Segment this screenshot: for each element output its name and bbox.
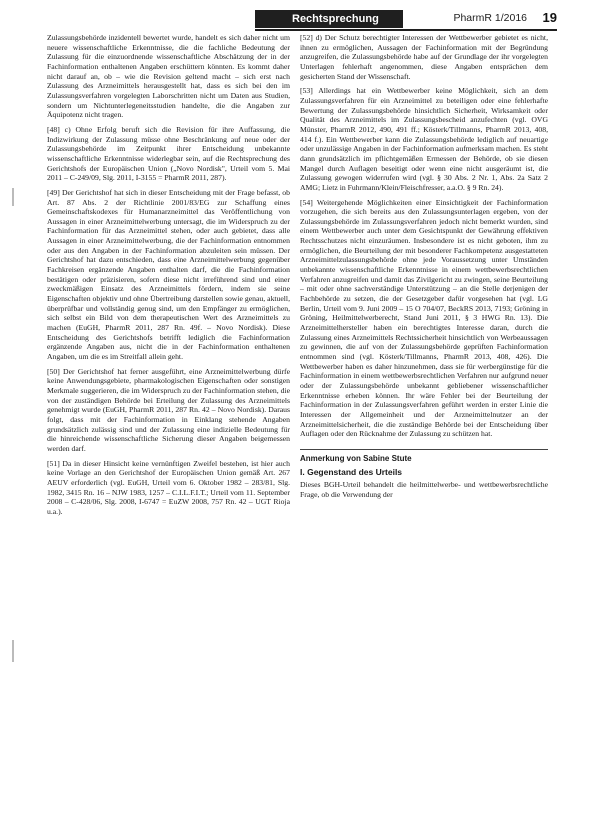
paragraph: [51] Da in dieser Hinsicht keine vernünftigen Zweifel bestehen, ist hier auch keine Vorlage an den Gerichtshof der Europäischen Union gemäß Art. 267 AEUV erforderlich (vgl. EuGH, Urteil vom 6. Oktober 1982 – 283/81, Slg. 1982, 3415 Rn. 16 – NJW 1983, 1257 – C.I.L.F.I.T.; Urteil vom 11. September 2008 – C-428/06, Slg. 2008, I-6747 = EuZW 2008, 757 Rn. 42 – UGT Rioja u.a.). [47,458,290,516]
annotation-section-heading: I. Gegenstand des Urteils [300,466,403,477]
paragraph: Zulassungsbehörde inzidentell bewertet wurde, handelt es sich daher nicht um neuere wissenschaftliche Erkenntnisse, die die fachliche Bedeutung der Zulassung für die einzuordnende wissenschaftliche Abschätzung der in der Fachinformation enthaltenen Angaben erschüttern könnten. Es kommt daher nicht darauf an, ob – wie die Revision geltend macht – sich erst nach Zulassung des Arzneimittels herausgestellt hat, dass es sich bei den im Zulassungsverfahren vorgelegten Laborschritten nicht um Daten aus Studien, sondern um Nichtunterlegeneitsstudien handelte, die die Angaben zur Äquipotenz nicht tragen. [47,33,290,120]
paragraph: [54] Weitergehende Möglichkeiten einer Einsichtigkeit der Fachinformation vorzugehen, die sich bereits aus den Zulassungsunterlagen ergeben, von der Zulassungsbehörde im Zulassungsverfahren jedoch nicht bemerkt wurden, sind einem Wettbewerber auch unter dem Gesichtspunkt der Gewährung effektiven Rechtsschutzes nicht einzuräumen. Insbesondere ist es nicht geboten, ihm zu ermöglichen, die Beurteilung der mit besonderer Fachkompetenz ausgestatteten Arzneimittelzulassungsbehörde ohne jede Voraussetzung unter Umständen unbekannte wissenschaftliche Erkenntnisse in einem wettbewerbsrechtlichen Verfahren anzugreifen und damit das Zivilgericht zu zwingen, seine Beurteilung – mit oder ohne sachverständige Unterstützung – an die Stelle derjenigen der Fachbehörde zu setzen, die der Gesetzgeber dafür vorgesehen hat (vgl. LG Berlin, Urteil vom 9. Juni 2009 – 15 O 704/07, BeckRS 2013, 7193; Gröning in Gröning, Heilmittelwerberecht, Stand Juni 2011, § 3 HWG Rn. 13). Die Arzneimittelhersteller haben ein berechtigtes Interesse daran, durch die Zulassung eines Arzneimittels Rechtssicherheit hinsichtlich von Werbeaussagen zu gewinnen, die auf von der Zulassungsbehörde geprüften Fachinformation entnommen sind (vgl. Kösterk/Tillmanns, PharmR 2013, 408, 426). Die Wettbewerber haben es daher hinzunehmen, dass sie für werbergünstige für die Fachinformation in einem wettbewerbsrechtlichen Verfahren nur aufgrund neuer oder der Zulassungsbehörde unbekannt gebliebener wissenschaftlicher Erkenntnisse erheben können. Ihr wäre Fehler bei der Beurteilung der Fachinformation in der Zulassungsverfahren geführt werden in erster Linie die Interessen der Allgemeinheit und der Arzneimittelnutzer an der Arzneimittelsicherheit, die die zuständige Behörde bei der Entscheidung über Auflagen oder den Rücknahme der Zulassung zu schützen hat. [300,197,548,439]
annotation-title: Anmerkung von Sabine Stute [300,449,548,464]
margin-mark [12,188,14,206]
paragraph: [52] d) Der Schutz berechtigter Interessen der Wettbewerber gebietet es nicht, ihnen zu ermöglichen, Aussagen der Fachinformation mit der Begründung anzugreifen, die Zulassungsbehörde habe auf der Grundlage der ihr vorgelegten Unterlagen fehlerhaft angenommen, diese Angaben entsprächen dem gesicherten Stand der Wissenschaft. [300,33,548,81]
annotation-text: Dieses BGH-Urteil behandelt die heilmittelwerbe- und wettbewerbsrechtliche Frage, ob die Verwendung der [300,480,548,499]
annotation-block [300,449,548,500]
paragraph: [49] Der Gerichtshof hat sich in dieser Entscheidung mit der Frage befasst, ob Art. 87 Abs. 2 der Richtlinie 2001/83/EG zur Schaffung eines Gemeinschaftskodexes für Humanarzneimittel das Veröffentlichung von Aussagen in einer Arzneimittelwerbung untersagt, die im Widerspruch zu der Fachinformation für das Arzneimittel stehen, oder auch gebietet, dass alle Aussagen in einer Arzneimittelwerbung, die der Fachinformation entnommen oder aus den Angaben in der Fachinformation abzuleiten sein müssen. Der Gerichtshof hat dazu entschieden, dass eine Arzneimittelwerbung gegenüber Fachkreisen ergänzende Angaben enthalten darf, die die Fachinformation bestätigen oder präzisieren, sofern diese nicht irreführend sind und einer zweckmäßigen Einsatz des Arzneimittels fördern, indem sie seine Eigenschaften objektiv und ohne Übertreibung darstellen sowie genau, aktuell, überprüfbar und vollständig genug sind, um den Empfänger zu ermöglichen, sich selbst ein Bild von dem therapeutischen Wert des Arzneimittels zu machen (EuGH, PharmR 2011, 287 Rn. 49f. – Novo Nordisk). Diese Entscheidung des Gerichtshofs betrifft lediglich die Fachinformation ergänzende Angaben aus, nicht die in der Fachinformation enthaltenen Angaben, um die es im Streitfall allein geht. [47,187,290,361]
left-column [47,33,290,517]
margin-mark [12,640,14,662]
journal-reference: PharmR 1/2016 [453,12,527,24]
header-rule [255,29,557,31]
page-header [36,8,557,30]
paragraph: [48] c) Ohne Erfolg beruft sich die Revision für ihre Auffassung, die Indizwirkung der Zulassung müsse ohne Beschränkung auf neue oder der Zulassungsbehörde im Zeitpunkt ihrer Entscheidung unbekannte wissenschaftliche Erkenntnisse widerlegbar sein, auf die Rechtsprechung des Gerichtshofs der Europäischen Union („Novo Nordisk", Urteil vom 5. Mai 2011 – C-249/09, Slg. 2011, I-3155 = PharmR 2011, 287). [47,124,290,183]
page-number: 19 [542,10,557,25]
section-label: Rechtsprechung [288,12,383,26]
paragraph: [53] Allerdings hat ein Wettbewerber keine Möglichkeit, sich an dem Zulassungsverfahren für ein Arzneimittel zu beteiligen oder eine fehlerhafte Bewertung der Zulassungsbehörde hinsichtlich Sicherheit, Wirksamkeit oder Qualität des Arzneimittels im Zulassungsbescheid anzufechten (vgl. OVG Münster, PharmR 2012, 490, 491 ff.; Kösterk/Tillmanns, PharmR 2013, 408, 414 f.). Ein Wettbewerber kann die Zulassungsbehörde lediglich auf neuartige oder unzulässige Angaben in der Fachinformation aufmerksam machen. Es steht dann grundsätzlich im pflichtgemäßen Ermessen der Behörde, ob sie diesen Mangel durch Auflagen beseitigt oder wenn eine nicht ausgeräumt ist, die Zulassung gewogen widerrufen wird (vgl. § 30 Abs. 2 Nr. 1, Abs. 2a Satz 2 AMG; Lietz in Fuhrmann/Klein/Fleischfresser, a.a.O. § 9 Rn. 24). [300,86,548,192]
paragraph: [50] Der Gerichtshof hat ferner ausgeführt, eine Arzneimittelwerbung dürfe keine Anwendungsgebiete, pharmakologischen Eigenschaften oder sonstigen Merkmale suggerieren, die im Widerspruch zu der Fachinformation stehen, die von der zuständigen Behörde bei Erteilung der Zulassung des Arzneimittels genehmigt wurde (EuGH, PharmR 2011, 287 Rn. 42 – Novo Nordisk). Daraus folgt, dass mit der Fachinformation in Einklang stehende Angaben grundsätzlich zulässig sind und der Zulassung eine indizielle Bedeutung für die hinreichende wissenschaftliche Sicherung dieser Angaben beigemessen werden darf. [47,366,290,453]
right-column [300,33,548,500]
